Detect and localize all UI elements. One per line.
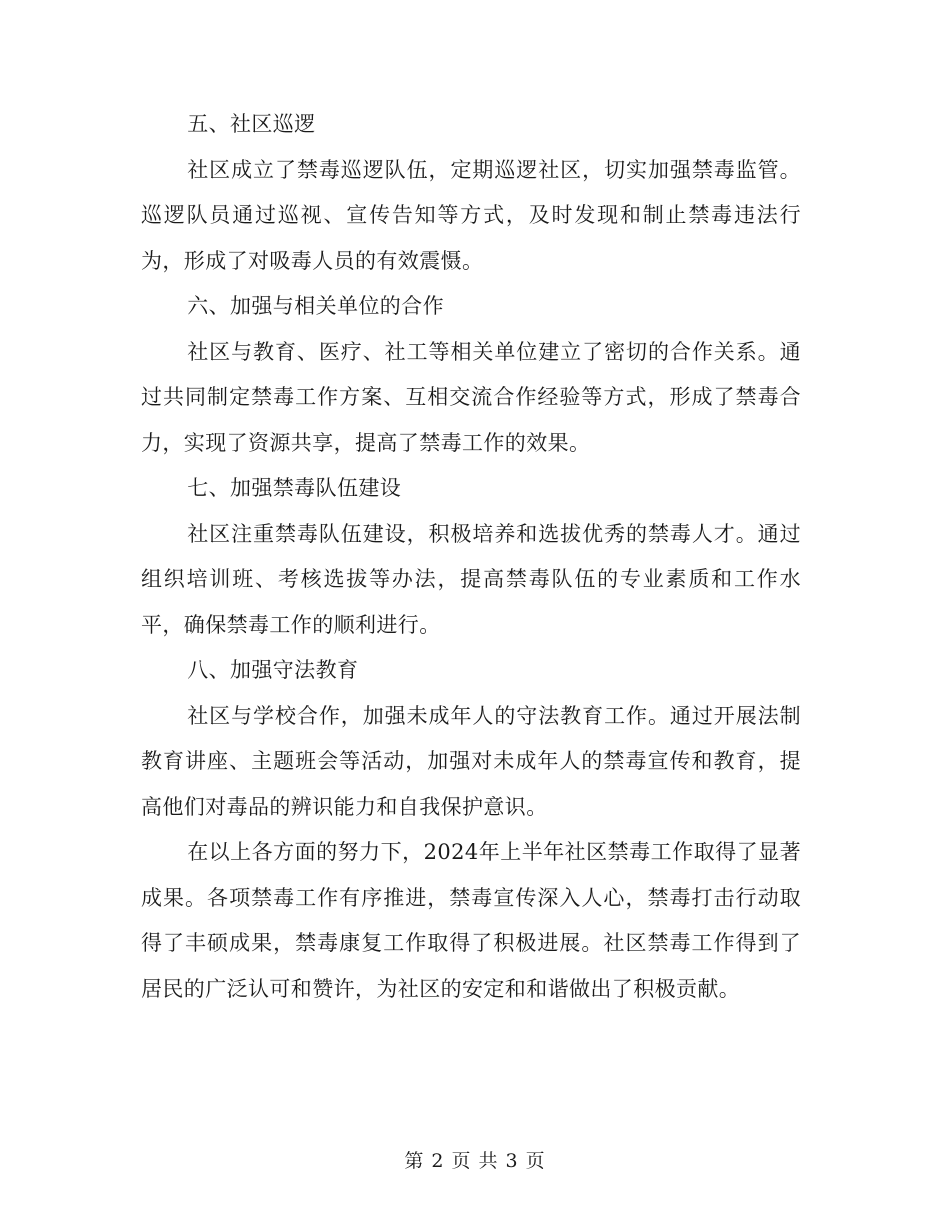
section-heading-6: 六、加强与相关单位的合作	[187, 294, 444, 318]
body-paragraph: 社区注重禁毒队伍建设，积极培养和选拔优秀的禁毒人才。通过组织培训班、考核选拔等办法，提高禁毒队伍的专业素质和工作水平，确保禁毒工作的顺利进行。	[141, 521, 801, 637]
body-paragraph: 社区与学校合作，加强未成年人的守法教育工作。通过开展法制教育讲座、主题班会等活动，加强对未成年人的禁毒宣传和教育，提高他们对毒品的辨识能力和自我保护意识。	[141, 703, 801, 819]
section-heading-8: 八、加强守法教育	[187, 658, 359, 682]
page-number-footer: 第 2 页 共 3 页	[404, 1150, 546, 1172]
section-heading-7: 七、加强禁毒队伍建设	[187, 476, 402, 500]
body-paragraph: 社区成立了禁毒巡逻队伍，定期巡逻社区，切实加强禁毒监管。巡逻队员通过巡视、宣传告知等方式，及时发现和制止禁毒违法行为，形成了对吸毒人员的有效震慑。	[141, 157, 801, 273]
document-body	[141, 102, 801, 1012]
body-paragraph: 社区与教育、医疗、社工等相关单位建立了密切的合作关系。通过共同制定禁毒工作方案、互相交流合作经验等方式，形成了禁毒合力，实现了资源共享，提高了禁毒工作的效果。	[141, 339, 801, 455]
summary-paragraph: 在以上各方面的努力下，2024年上半年社区禁毒工作取得了显著成果。各项禁毒工作有序推进，禁毒宣传深入人心，禁毒打击行动取得了丰硕成果，禁毒康复工作取得了积极进展。社区禁毒工作得到了居民的广泛认可和赞许，为社区的安定和和谐做出了积极贡献。	[141, 840, 801, 1001]
section-heading-5: 五、社区巡逻	[187, 112, 316, 136]
